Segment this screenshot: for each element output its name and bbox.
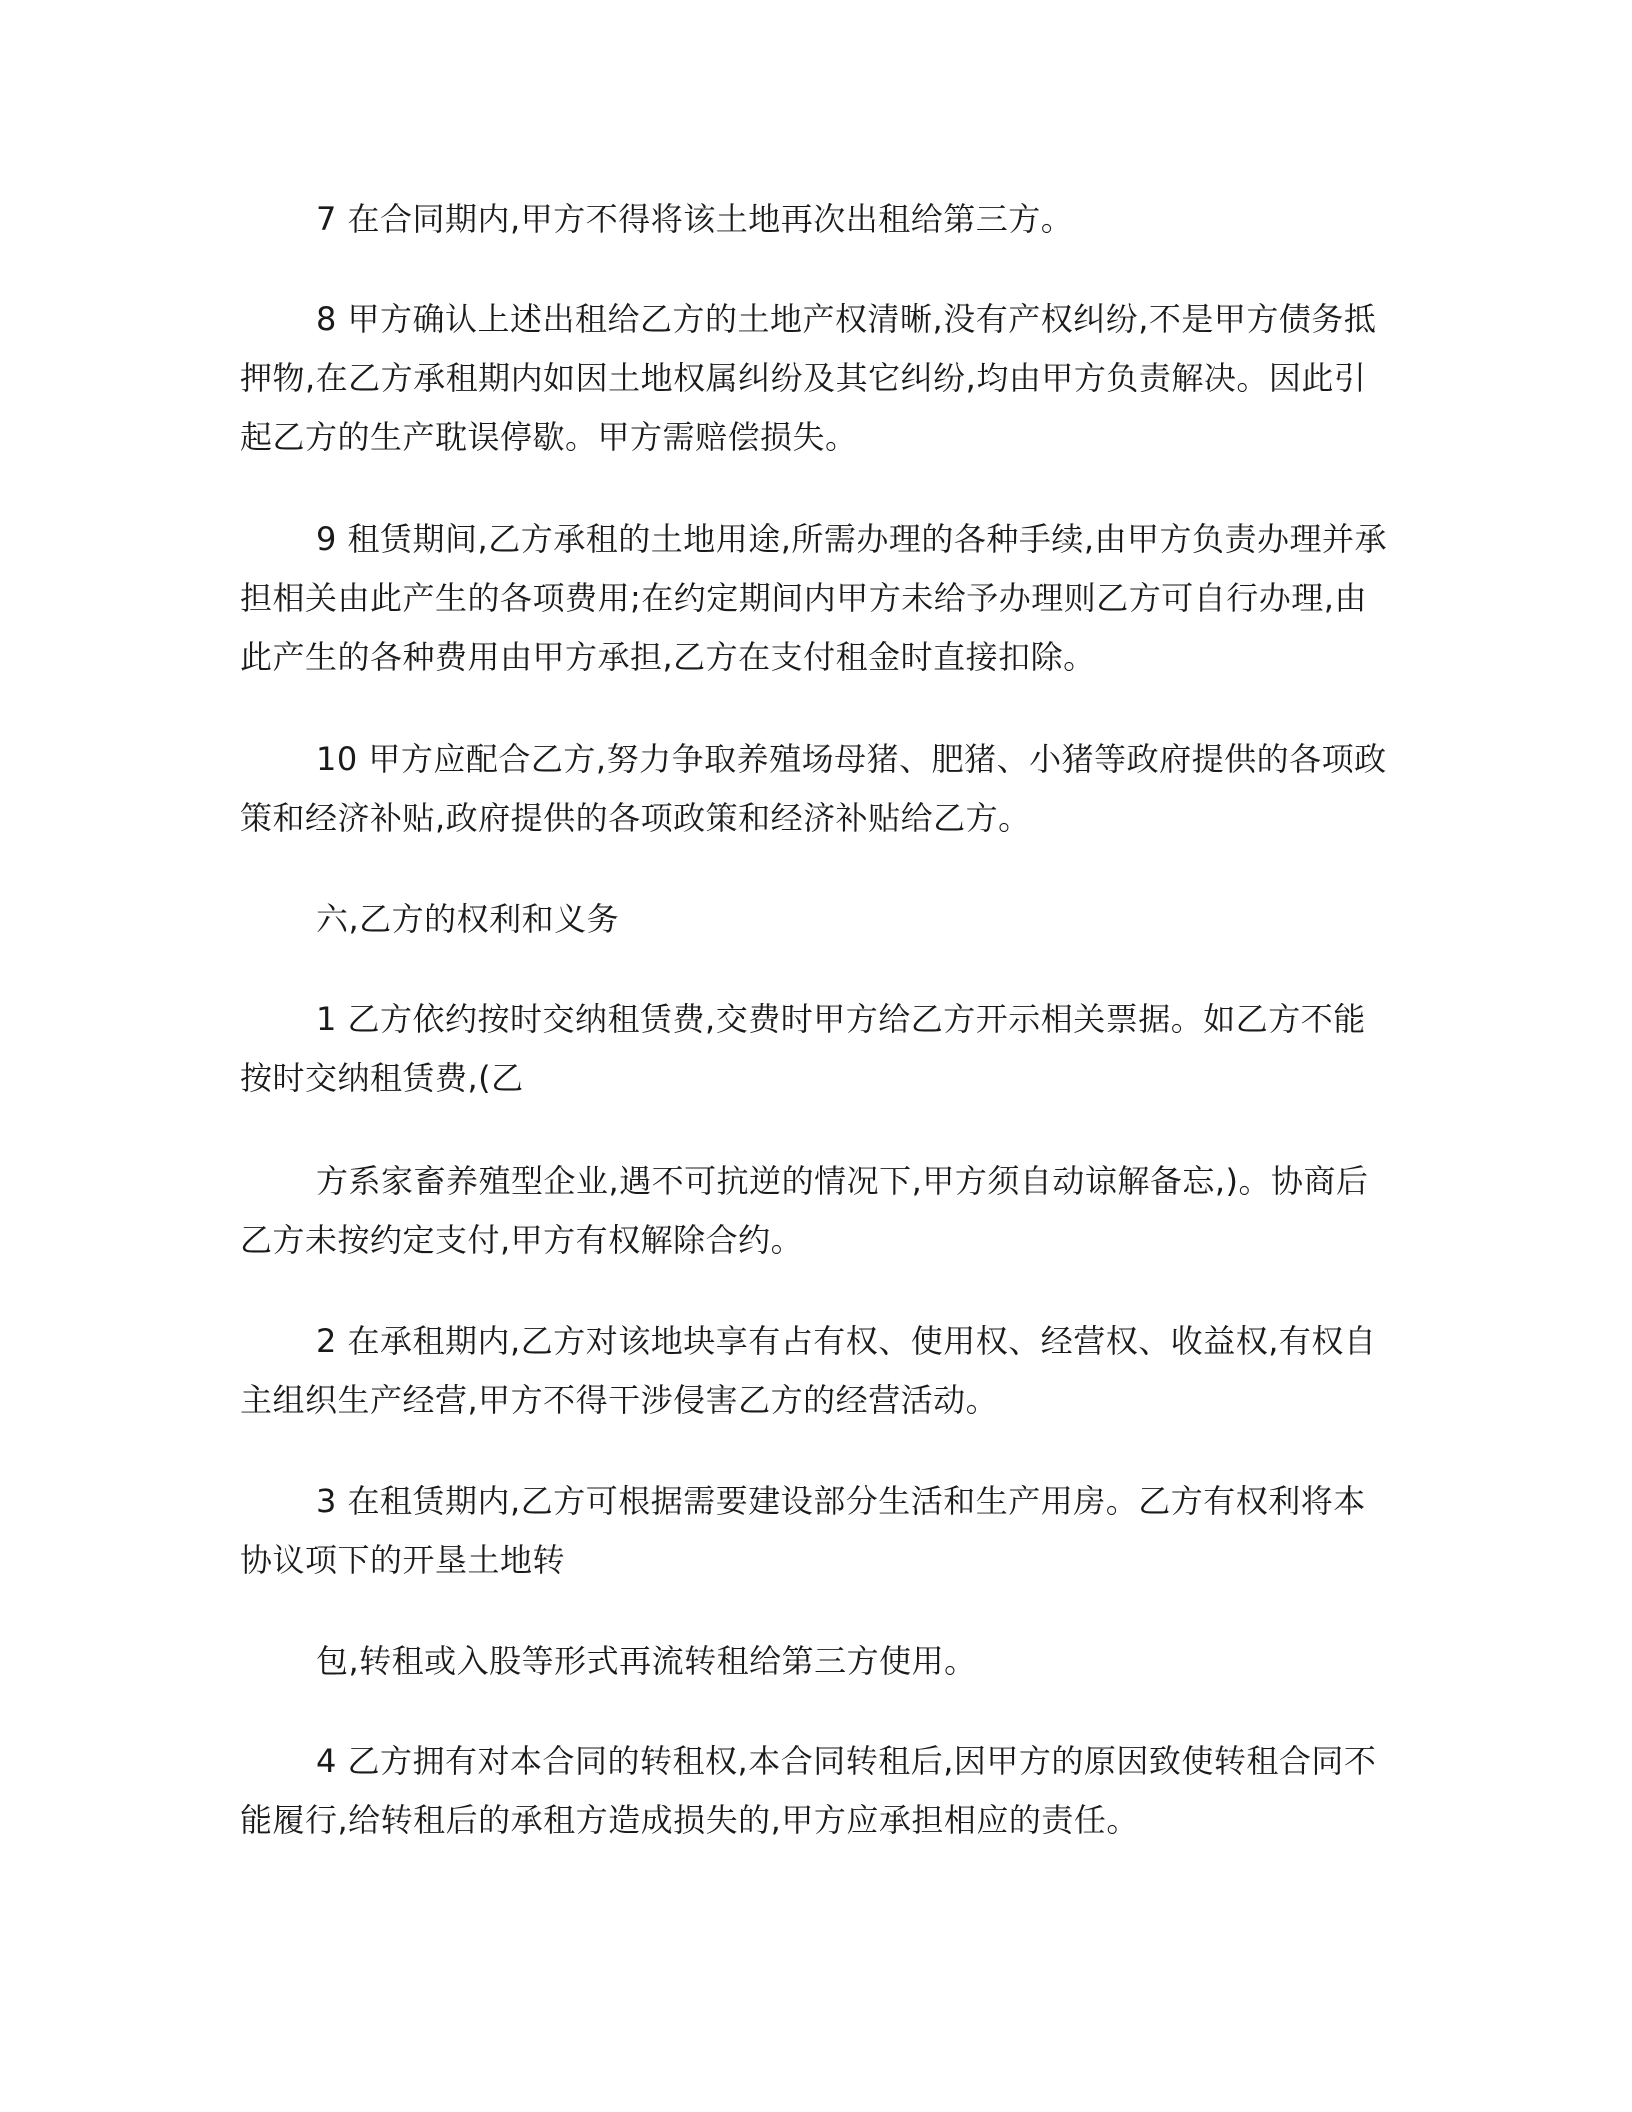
section-heading-party-b-rights: 六,乙方的权利和义务 xyxy=(316,900,620,938)
clause-b3: 3 在租赁期内,乙方可根据需要建设部分生活和生产用房。乙方有权利将本协议项下的开垦土地转 xyxy=(240,1482,1366,1579)
clause-b1-continued: 方系家畜养殖型企业,遇不可抗逆的情况下,甲方须自动谅解备忘,)。协商后乙方未按约定支付,甲方有权解除合约。 xyxy=(240,1162,1369,1259)
clause-10: 10 甲方应配合乙方,努力争取养殖场母猪、肥猪、小猪等政府提供的各项政策和经济补贴,政府提供的各项政策和经济补贴给乙方。 xyxy=(240,740,1387,837)
clause-9: 9 租赁期间,乙方承租的土地用途,所需办理的各种手续,由甲方负责办理并承担相关由此产生的各项费用;在约定期间内甲方未给予办理则乙方可自行办理,由此产生的各种费用由甲方承担,乙方在支付租金时直接扣除。 xyxy=(240,520,1388,676)
clause-b1: 1 乙方依约按时交纳租赁费,交费时甲方给乙方开示相关票据。如乙方不能按时交纳租赁费,(乙 xyxy=(240,1000,1366,1097)
clause-b2: 2 在承租期内,乙方对该地块享有占有权、使用权、经营权、收益权,有权自主组织生产经营,甲方不得干涉侵害乙方的经营活动。 xyxy=(240,1322,1377,1419)
clause-7: 7 在合同期内,甲方不得将该土地再次出租给第三方。 xyxy=(316,200,1074,238)
clause-8: 8 甲方确认上述出租给乙方的土地产权清晰,没有产权纠纷,不是甲方债务抵押物,在乙方承租期内如因土地权属纠纷及其它纠纷,均由甲方负责解决。因此引起乙方的生产耽误停歇。甲方需赔偿损失。 xyxy=(240,300,1377,456)
clause-b4: 4 乙方拥有对本合同的转租权,本合同转租后,因甲方的原因致使转租合同不能履行,给转租后的承租方造成损失的,甲方应承担相应的责任。 xyxy=(240,1742,1377,1839)
clause-b3-continued: 包,转租或入股等形式再流转租给第三方使用。 xyxy=(316,1642,977,1680)
